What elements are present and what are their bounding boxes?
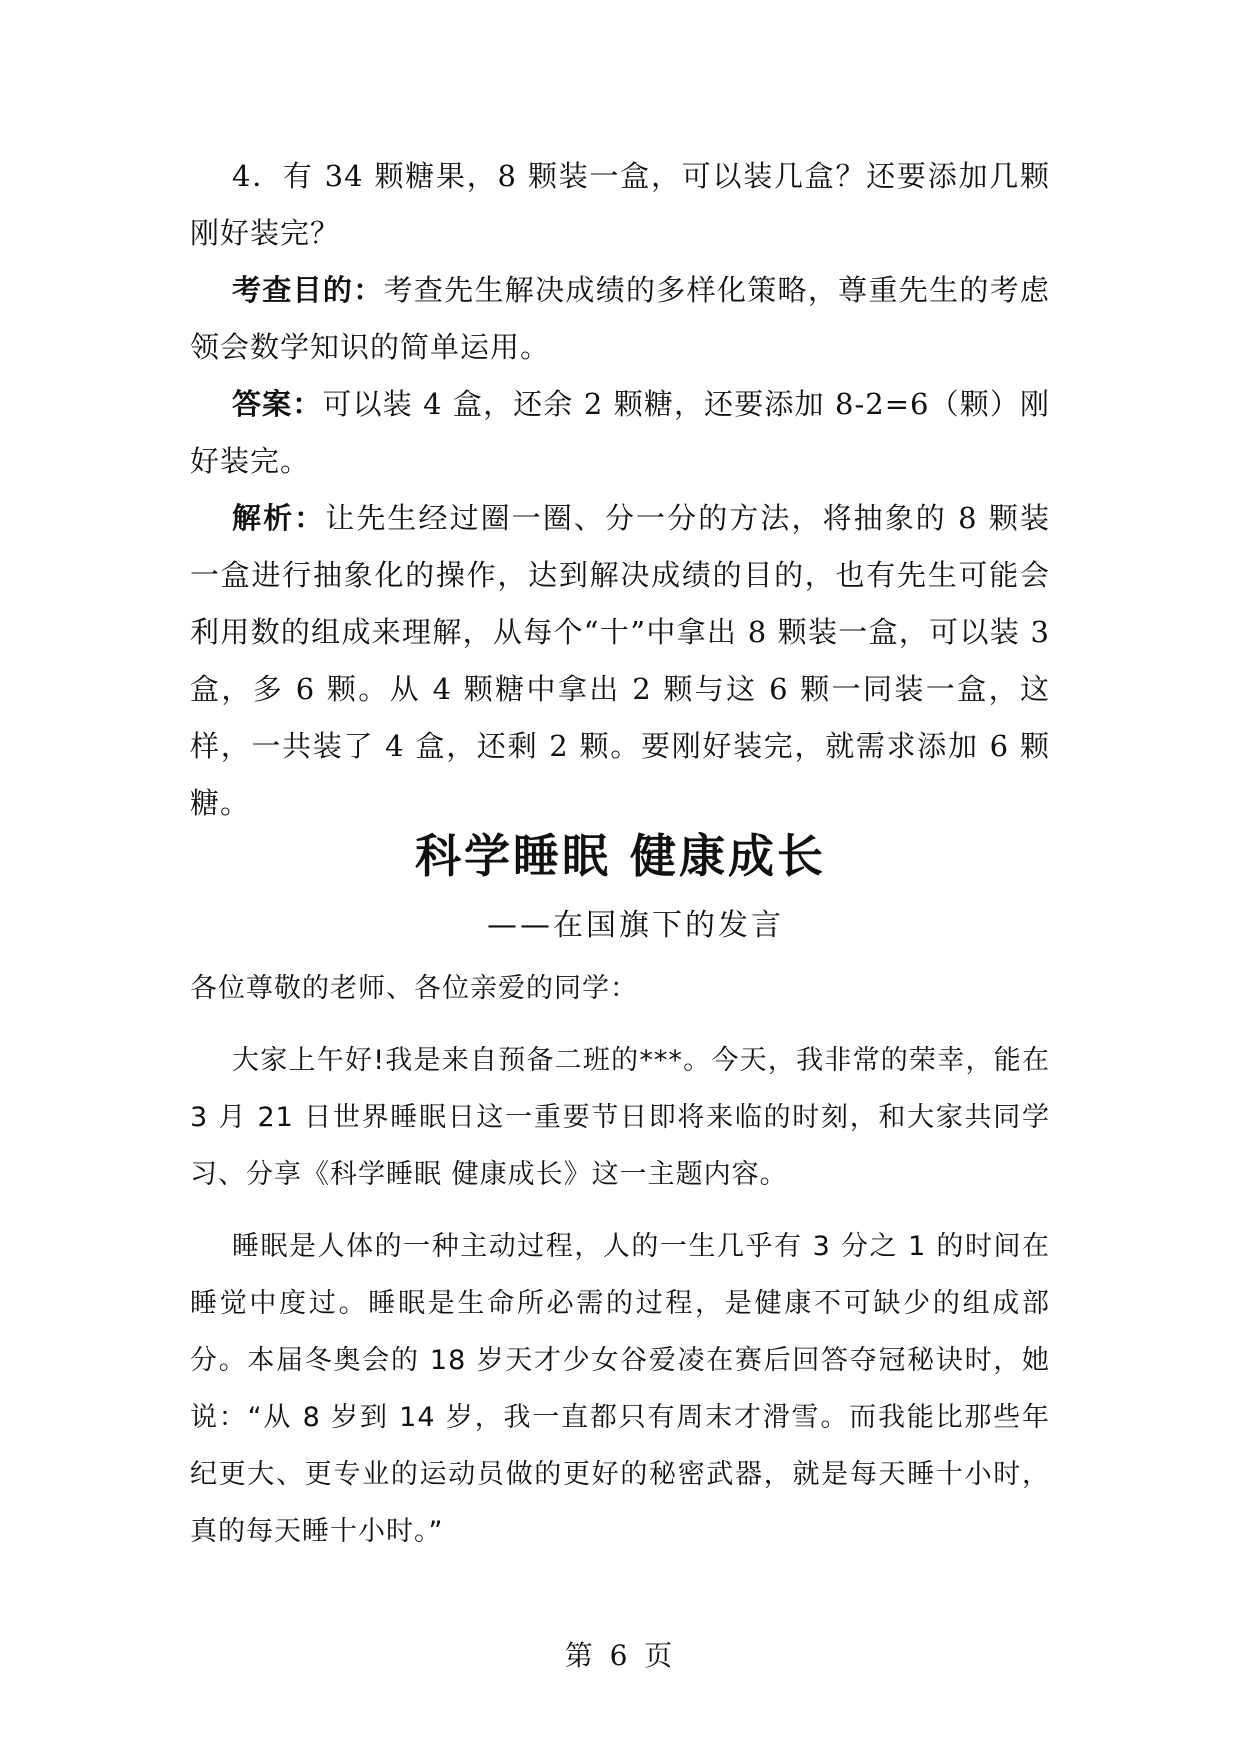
question-paragraph [190,148,1050,262]
speech-title: 科学睡眠 健康成长 [414,829,826,883]
purpose-paragraph [190,262,1050,376]
speech-subtitle: ——在国旗下的发言 [487,908,784,943]
analysis-label: 解析： [232,501,326,535]
analysis-text: 让先生经过圈一圈、分一分的方法，将抽象的 8 颗装一盒进行抽象化的操作，达到解决成绩的目的，也有先生可能会利用数的组成来理解，从每个“十”中拿出 8 颗装一盒，可以装 3 盒，多 6 颗。从 4 颗糖中拿出 2 颗与这 6 颗一同装一盒，这样，一共装了 4 盒，还剩 2 颗。要刚好装完，就需求添加 6 颗糖。 [190,501,1050,820]
answer-text: 可以装 4 盒，还余 2 颗糖，还要添加 8-2=6（颗）刚好装完。 [190,387,1050,478]
question-text: 4．有 34 颗糖果，8 颗装一盒，可以装几盒？还要添加几颗刚好装完？ [190,159,1050,250]
analysis-paragraph [190,490,1050,832]
purpose-label: 考查目的： [232,273,384,307]
purpose-text: 考查先生解决成绩的多样化策略，尊重先生的考虑领会数学知识的简单运用。 [190,273,1050,364]
page-number: 第 6 页 [564,1639,677,1672]
speech-paragraph-2: 睡眠是人体的一种主动过程，人的一生几乎有 3 分之 1 的时间在睡觉中度过。睡眠是生命所必需的过程，是健康不可缺少的组成部分。本届冬奥会的 18 岁天才少女谷爱凌在赛后回答夺冠秘诀时，她说：“从 8 岁到 14 岁，我一直都只有周末才滑雪。而我能比那些年纪更大、更专业的运动员做的更好的秘密武器，就是每天睡十小时，真的每天睡十小时。” [190,1231,1050,1547]
speech-greeting: 各位尊敬的老师、各位亲爱的同学： [190,973,638,1004]
speech-paragraph-1: 大家上午好!我是来自预备二班的***。今天，我非常的荣幸，能在 3 月 21 日世界睡眠日这一重要节日即将来临的时刻，和大家共同学习、分享《科学睡眠 健康成长》这一主题内容。 [190,1045,1050,1190]
answer-paragraph [190,376,1050,490]
answer-label: 答案： [232,387,323,421]
